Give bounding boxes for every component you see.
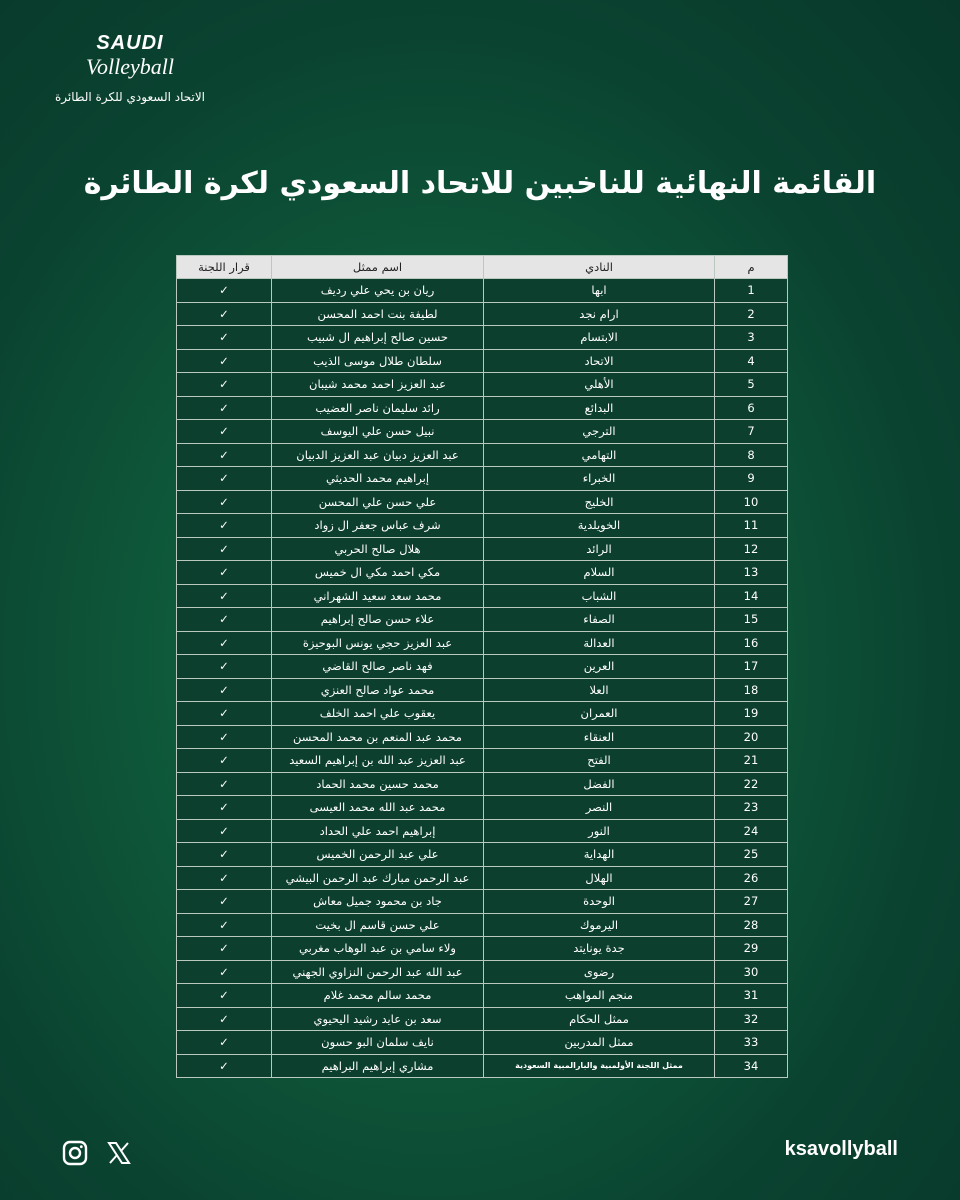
row-club: العرين [484, 655, 715, 679]
row-number: 17 [715, 655, 788, 679]
row-number: 6 [715, 396, 788, 420]
row-club: الفتح [484, 749, 715, 773]
row-club: الخليج [484, 490, 715, 514]
row-decision-checkmark: ✓ [177, 796, 272, 820]
instagram-icon[interactable] [62, 1140, 88, 1166]
row-representative: شرف عباس جعفر ال زواد [272, 514, 484, 538]
table-row [177, 490, 788, 514]
row-number: 19 [715, 702, 788, 726]
row-decision-checkmark: ✓ [177, 584, 272, 608]
table-row [177, 678, 788, 702]
row-representative: عبد الرحمن مبارك عبد الرحمن البيشي [272, 866, 484, 890]
row-club: العنقاء [484, 725, 715, 749]
row-club: الهلال [484, 866, 715, 890]
row-club: الوحدة [484, 890, 715, 914]
row-number: 31 [715, 984, 788, 1008]
row-club: اليرموك [484, 913, 715, 937]
table-row [177, 443, 788, 467]
row-number: 22 [715, 772, 788, 796]
row-number: 12 [715, 537, 788, 561]
row-club: العدالة [484, 631, 715, 655]
row-number: 13 [715, 561, 788, 585]
voters-table [176, 255, 788, 1078]
row-decision-checkmark: ✓ [177, 725, 272, 749]
row-club: الاتحاد [484, 349, 715, 373]
row-number: 28 [715, 913, 788, 937]
row-representative: يعقوب علي احمد الخلف [272, 702, 484, 726]
row-representative: محمد سالم محمد غلام [272, 984, 484, 1008]
row-decision-checkmark: ✓ [177, 678, 272, 702]
row-representative: مكي احمد مكي ال خميس [272, 561, 484, 585]
row-decision-checkmark: ✓ [177, 349, 272, 373]
table-row [177, 561, 788, 585]
row-club: رضوى [484, 960, 715, 984]
table-row [177, 1054, 788, 1078]
row-decision-checkmark: ✓ [177, 819, 272, 843]
row-representative: فهد ناصر صالح القاضي [272, 655, 484, 679]
x-icon[interactable] [106, 1140, 132, 1166]
table-row [177, 960, 788, 984]
row-representative: نايف سلمان البو حسون [272, 1031, 484, 1055]
table-row [177, 467, 788, 491]
row-club: النصر [484, 796, 715, 820]
table-row [177, 1007, 788, 1031]
table-row [177, 702, 788, 726]
row-decision-checkmark: ✓ [177, 702, 272, 726]
row-representative: لطيفة بنت احمد المحسن [272, 302, 484, 326]
row-decision-checkmark: ✓ [177, 537, 272, 561]
row-number: 25 [715, 843, 788, 867]
row-representative: هلال صالح الحربي [272, 537, 484, 561]
row-club: البدائع [484, 396, 715, 420]
row-club: جدة يونايتد [484, 937, 715, 961]
table-row [177, 373, 788, 397]
logo-title: SAUDI [96, 32, 164, 54]
row-club: الأهلي [484, 373, 715, 397]
row-number: 2 [715, 302, 788, 326]
row-representative: إبراهيم محمد الحديثي [272, 467, 484, 491]
row-number: 16 [715, 631, 788, 655]
row-decision-checkmark: ✓ [177, 373, 272, 397]
header-representative: اسم ممثل [272, 256, 484, 279]
row-decision-checkmark: ✓ [177, 326, 272, 350]
row-club: ممثل الحكام [484, 1007, 715, 1031]
table-row [177, 279, 788, 303]
row-club: منجم المواهب [484, 984, 715, 1008]
row-number: 7 [715, 420, 788, 444]
row-decision-checkmark: ✓ [177, 749, 272, 773]
table-row [177, 1031, 788, 1055]
row-representative: علي حسن علي المحسن [272, 490, 484, 514]
row-decision-checkmark: ✓ [177, 890, 272, 914]
table-row [177, 302, 788, 326]
row-number: 18 [715, 678, 788, 702]
page-title: القائمة النهائية للناخبين للاتحاد السعودي لكرة الطائرة [83, 166, 877, 201]
row-decision-checkmark: ✓ [177, 631, 272, 655]
row-number: 33 [715, 1031, 788, 1055]
table-row [177, 349, 788, 373]
row-club: النور [484, 819, 715, 843]
row-number: 9 [715, 467, 788, 491]
logo-arabic-text: الاتحاد السعودي للكرة الطائرة [54, 90, 206, 104]
row-decision-checkmark: ✓ [177, 420, 272, 444]
row-number: 21 [715, 749, 788, 773]
row-decision-checkmark: ✓ [177, 772, 272, 796]
row-number: 34 [715, 1054, 788, 1078]
row-number: 11 [715, 514, 788, 538]
table-row [177, 843, 788, 867]
row-representative: محمد حسين محمد الحماد [272, 772, 484, 796]
row-club: ارام نجد [484, 302, 715, 326]
saudi-volleyball-logo [50, 32, 210, 112]
row-decision-checkmark: ✓ [177, 608, 272, 632]
row-number: 20 [715, 725, 788, 749]
table-row [177, 725, 788, 749]
row-representative: حسين صالح إبراهيم ال شبيب [272, 326, 484, 350]
row-representative: علي عبد الرحمن الخميس [272, 843, 484, 867]
row-decision-checkmark: ✓ [177, 960, 272, 984]
table-row [177, 866, 788, 890]
row-decision-checkmark: ✓ [177, 396, 272, 420]
row-decision-checkmark: ✓ [177, 279, 272, 303]
table-row [177, 537, 788, 561]
row-club: الابتسام [484, 326, 715, 350]
table-row [177, 584, 788, 608]
row-decision-checkmark: ✓ [177, 561, 272, 585]
row-representative: رائد سليمان ناصر العضيب [272, 396, 484, 420]
row-representative: عبد العزيز دبيان عبد العزيز الدبيان [272, 443, 484, 467]
row-representative: محمد عبد الله محمد العيسى [272, 796, 484, 820]
row-representative: علاء حسن صالح إبراهيم [272, 608, 484, 632]
table-row [177, 749, 788, 773]
row-club: الفضل [484, 772, 715, 796]
row-decision-checkmark: ✓ [177, 490, 272, 514]
header-club: النادي [484, 256, 715, 279]
row-representative: سعد بن عايد رشيد اليحيوي [272, 1007, 484, 1031]
row-number: 14 [715, 584, 788, 608]
row-representative: سلطان طلال موسى الذيب [272, 349, 484, 373]
row-number: 10 [715, 490, 788, 514]
row-representative: ريان بن يحي علي رديف [272, 279, 484, 303]
row-representative: محمد عواد صالح العنزي [272, 678, 484, 702]
row-number: 29 [715, 937, 788, 961]
row-club: التهامي [484, 443, 715, 467]
row-number: 24 [715, 819, 788, 843]
row-decision-checkmark: ✓ [177, 1007, 272, 1031]
row-representative: إبراهيم احمد علي الحداد [272, 819, 484, 843]
row-decision-checkmark: ✓ [177, 655, 272, 679]
row-representative: عبد الله عبد الرحمن النزاوي الجهني [272, 960, 484, 984]
row-number: 32 [715, 1007, 788, 1031]
row-representative: جاد بن محمود جميل معاش [272, 890, 484, 914]
row-decision-checkmark: ✓ [177, 913, 272, 937]
header-number: م [715, 256, 788, 279]
row-club: ابها [484, 279, 715, 303]
row-decision-checkmark: ✓ [177, 443, 272, 467]
social-handle[interactable]: ksavollyball [784, 1138, 898, 1160]
row-representative: محمد سعد سعيد الشهراني [272, 584, 484, 608]
row-representative: ولاء سامي بن عبد الوهاب مغربي [272, 937, 484, 961]
table-header-row [177, 256, 788, 279]
row-club: الرائد [484, 537, 715, 561]
row-decision-checkmark: ✓ [177, 937, 272, 961]
table-row [177, 772, 788, 796]
row-decision-checkmark: ✓ [177, 1054, 272, 1078]
header-decision: قرار اللجنة [177, 256, 272, 279]
table-row [177, 608, 788, 632]
row-club: الشباب [484, 584, 715, 608]
table-row [177, 655, 788, 679]
row-decision-checkmark: ✓ [177, 866, 272, 890]
row-club: العمران [484, 702, 715, 726]
table-row [177, 326, 788, 350]
row-decision-checkmark: ✓ [177, 1031, 272, 1055]
row-decision-checkmark: ✓ [177, 302, 272, 326]
row-club: ممثل اللجنة الأولمبية والبارالمبية السعودية [484, 1054, 715, 1078]
row-club: السلام [484, 561, 715, 585]
row-club: ممثل المدربين [484, 1031, 715, 1055]
table-row [177, 819, 788, 843]
row-representative: علي حسن قاسم ال بخيت [272, 913, 484, 937]
row-number: 8 [715, 443, 788, 467]
row-number: 5 [715, 373, 788, 397]
row-number: 3 [715, 326, 788, 350]
row-representative: نبيل حسن علي اليوسف [272, 420, 484, 444]
table-row [177, 796, 788, 820]
row-club: الترجي [484, 420, 715, 444]
row-number: 1 [715, 279, 788, 303]
table-row [177, 890, 788, 914]
row-club: الصفاء [484, 608, 715, 632]
table-row [177, 631, 788, 655]
row-club: الخويلدية [484, 514, 715, 538]
row-decision-checkmark: ✓ [177, 843, 272, 867]
row-decision-checkmark: ✓ [177, 467, 272, 491]
table-row [177, 396, 788, 420]
row-club: الخبراء [484, 467, 715, 491]
table-row [177, 937, 788, 961]
table-row [177, 420, 788, 444]
row-representative: محمد عبد المنعم بن محمد المحسن [272, 725, 484, 749]
row-representative: عبد العزيز عبد الله بن إبراهيم السعيد [272, 749, 484, 773]
row-representative: عبد العزيز احمد محمد شيبان [272, 373, 484, 397]
row-number: 23 [715, 796, 788, 820]
row-number: 27 [715, 890, 788, 914]
row-club: العلا [484, 678, 715, 702]
row-club: الهداية [484, 843, 715, 867]
row-decision-checkmark: ✓ [177, 514, 272, 538]
row-representative: مشاري إبراهيم البراهيم [272, 1054, 484, 1078]
row-number: 30 [715, 960, 788, 984]
logo-subtitle: Volleyball [86, 54, 174, 79]
row-number: 4 [715, 349, 788, 373]
row-number: 26 [715, 866, 788, 890]
table-row [177, 913, 788, 937]
row-number: 15 [715, 608, 788, 632]
table-row [177, 514, 788, 538]
table-row [177, 984, 788, 1008]
row-decision-checkmark: ✓ [177, 984, 272, 1008]
row-representative: عبد العزيز حجي يونس البوحيزة [272, 631, 484, 655]
